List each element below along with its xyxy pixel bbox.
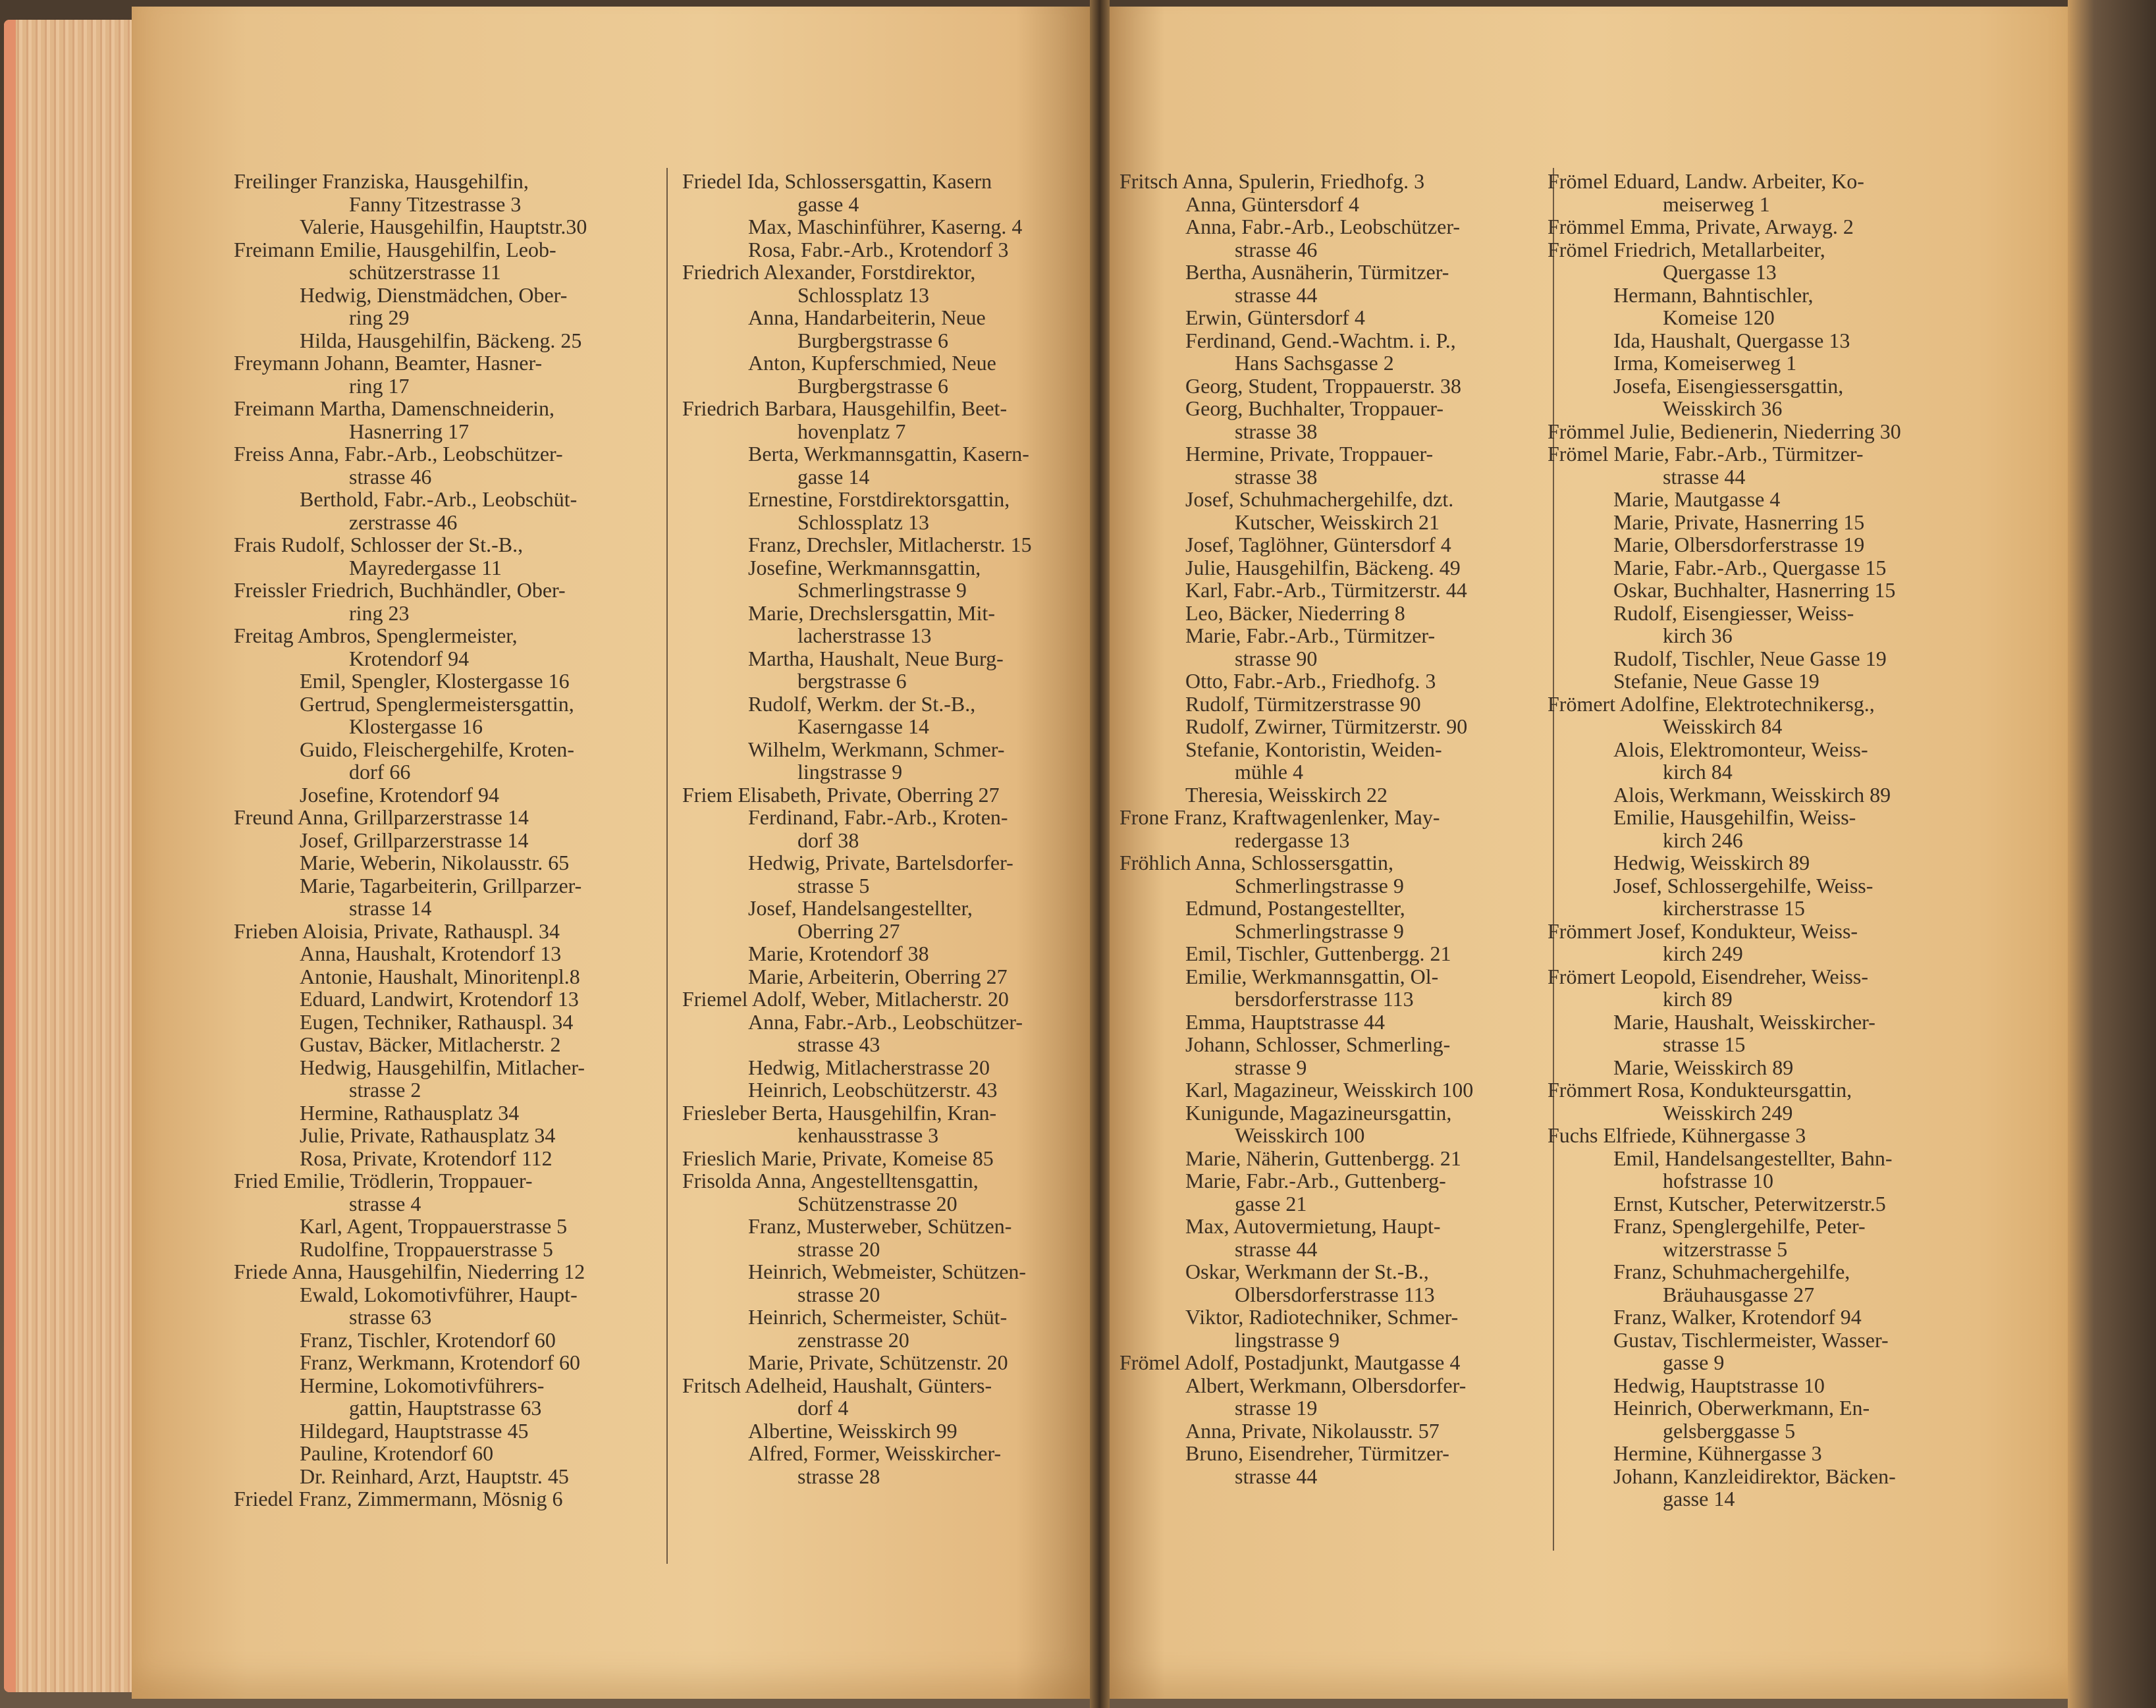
directory-entry-line: Marie, Weberin, Nikolausstr. 65 <box>300 851 570 874</box>
directory-entry-line: strasse 46 <box>349 464 432 489</box>
directory-entry-line: Guido, Fleischergehilfe, Kroten- <box>300 737 575 761</box>
directory-entry-line: strasse 43 <box>797 1032 880 1056</box>
directory-entry-line: Weisskirch 249 <box>1663 1100 1793 1125</box>
directory-entry-line: Wilhelm, Werkmann, Schmer- <box>748 737 1005 761</box>
directory-entry-line: Rudolf, Eisengiesser, Weiss- <box>1613 600 1854 625</box>
directory-entry-line: Alois, Elektromonteur, Weiss- <box>1613 737 1868 761</box>
directory-entry-line: Emma, Hauptstrasse 44 <box>1185 1009 1386 1034</box>
directory-entry-line: Albertine, Weisskirch 99 <box>748 1418 957 1443</box>
directory-entry-line: hovenplatz 7 <box>797 419 906 443</box>
directory-entry-line: Hedwig, Weisskirch 89 <box>1613 851 1810 874</box>
directory-entry-line: Friedel Ida, Schlossersgattin, Kasern <box>682 169 992 193</box>
directory-entry-line: Theresia, Weisskirch 22 <box>1185 782 1388 807</box>
directory-entry-line: strasse 44 <box>1235 1237 1318 1261</box>
directory-entry-line: Frömel Marie, Fabr.-Arb., Türmitzer- <box>1548 442 1864 466</box>
directory-entry-line: Weisskirch 36 <box>1663 396 1783 420</box>
right-page-edge <box>2068 0 2156 1708</box>
directory-entry-line: Freiss Anna, Fabr.-Arb., Leobschützer- <box>234 442 563 466</box>
directory-entry-line: Krotendorf 94 <box>349 646 470 670</box>
directory-entry-line: hofstrasse 10 <box>1663 1169 1773 1192</box>
directory-entry-line: Frömel Adolf, Postadjunkt, Mautgasse 4 <box>1119 1350 1461 1374</box>
directory-entry-line: Anna, Handarbeiterin, Neue <box>748 306 986 329</box>
directory-entry-line: Karl, Fabr.-Arb., Türmitzerstr. 44 <box>1185 578 1467 602</box>
directory-entry-line: Frömert Leopold, Eisendreher, Weiss- <box>1548 964 1868 988</box>
directory-entry-line: lingstrasse 9 <box>797 760 903 784</box>
directory-entry-line: strasse 63 <box>349 1305 432 1329</box>
directory-entry-line: Rudolf, Zwirner, Türmitzerstr. 90 <box>1185 714 1468 738</box>
directory-entry-line: strasse 9 <box>1235 1055 1307 1079</box>
directory-entry-line: Oskar, Buchhalter, Hasnerring 15 <box>1613 578 1896 602</box>
directory-entry-line: Rudolf, Werkm. der St.-B., <box>748 691 976 716</box>
directory-entry-line: strasse 38 <box>1235 419 1318 443</box>
directory-entry-line: zenstrasse 20 <box>797 1327 909 1352</box>
directory-entry-line: Heinrich, Oberwerkmann, En- <box>1613 1396 1870 1420</box>
directory-entry-line: Rosa, Fabr.-Arb., Krotendorf 3 <box>748 237 1009 261</box>
directory-entry-line: Marie, Fabr.-Arb., Guttenberg- <box>1185 1169 1446 1192</box>
directory-entry-line: schützerstrasse 11 <box>349 260 501 284</box>
directory-entry-line: Freymann Johann, Beamter, Hasner- <box>234 351 543 375</box>
directory-entry-line: Emilie, Werkmannsgattin, Ol- <box>1185 964 1439 988</box>
directory-entry-line: kenhausstrasse 3 <box>797 1123 939 1147</box>
directory-entry-line: Fuchs Elfriede, Kühnergasse 3 <box>1548 1123 1806 1147</box>
directory-entry-line: Marie, Krotendorf 38 <box>748 942 929 965</box>
directory-entry-line: Heinrich, Leobschützerstr. 43 <box>748 1078 998 1102</box>
directory-entry-line: Freilinger Franziska, Hausgehilfin, <box>234 169 529 193</box>
directory-entry-line: Franz, Walker, Krotendorf 94 <box>1613 1305 1862 1329</box>
directory-entry-line: Friedel Franz, Zimmermann, Mösnig 6 <box>234 1487 563 1510</box>
directory-entry-line: strasse 20 <box>797 1237 880 1261</box>
directory-entry-line: Hasnerring 17 <box>349 419 470 443</box>
directory-entry-line: strasse 90 <box>1235 646 1318 670</box>
column-rule <box>666 168 668 1564</box>
directory-entry-line: Erwin, Güntersdorf 4 <box>1185 306 1365 329</box>
directory-entry-line: Frone Franz, Kraftwagenlenker, May- <box>1119 805 1440 829</box>
directory-entry-line: Hermine, Lokomotivführers- <box>300 1373 545 1397</box>
directory-entry-line: Antonie, Haushalt, Minoritenpl.8 <box>300 964 580 988</box>
directory-entry-line: Emil, Tischler, Guttenbergg. 21 <box>1185 942 1451 965</box>
directory-entry-line: Burgbergstrasse 6 <box>797 373 949 398</box>
directory-entry-line: Hermine, Rathausplatz 34 <box>300 1100 520 1125</box>
directory-entry-line: Valerie, Hausgehilfin, Hauptstr.30 <box>300 215 587 238</box>
directory-entry-line: Hermine, Kühnergasse 3 <box>1613 1441 1822 1465</box>
directory-entry-line: Ida, Haushalt, Quergasse 13 <box>1613 328 1850 352</box>
directory-entry-line: Freitag Ambros, Spenglermeister, <box>234 624 518 647</box>
directory-entry-line: Rosa, Private, Krotendorf 112 <box>300 1146 552 1170</box>
directory-entry-line: Emilie, Hausgehilfin, Weiss- <box>1613 805 1856 829</box>
directory-entry-line: Franz, Schuhmachergehilfe, <box>1613 1260 1850 1283</box>
directory-entry-line: Franz, Werkmann, Krotendorf 60 <box>300 1350 581 1374</box>
directory-entry-line: Marie, Private, Schützenstr. 20 <box>748 1350 1008 1374</box>
directory-entry-line: bersdorferstrasse 113 <box>1235 987 1414 1011</box>
directory-entry-line: Olbersdorferstrasse 113 <box>1235 1282 1435 1306</box>
directory-entry-line: Edmund, Postangestellter, <box>1185 896 1405 920</box>
directory-entry-line: strasse 4 <box>349 1191 421 1215</box>
directory-entry-line: Fanny Titzestrasse 3 <box>349 192 522 216</box>
directory-entry-line: Marie, Fabr.-Arb., Türmitzer- <box>1185 624 1436 647</box>
directory-entry-line: Kunigunde, Magazineursgattin, <box>1185 1100 1452 1125</box>
directory-entry-line: Stefanie, Neue Gasse 19 <box>1613 669 1819 693</box>
directory-entry-line: Josefa, Eisengiessersgattin, <box>1613 373 1844 398</box>
directory-entry-line: Franz, Drechsler, Mitlacherstr. 15 <box>748 533 1032 556</box>
directory-entry-line: Quergasse 13 <box>1663 260 1777 284</box>
directory-entry-line: Josefine, Krotendorf 94 <box>300 782 500 807</box>
directory-entry-line: Gustav, Bäcker, Mitlacherstr. 2 <box>300 1032 561 1056</box>
directory-entry-line: Marie, Fabr.-Arb., Quergasse 15 <box>1613 555 1887 579</box>
directory-entry-line: Albert, Werkmann, Olbersdorfer- <box>1185 1373 1467 1397</box>
directory-entry-line: Max, Maschinführer, Kaserng. 4 <box>748 215 1023 238</box>
directory-entry-line: Rudolf, Türmitzerstrasse 90 <box>1185 691 1421 716</box>
directory-entry-line: Marie, Weisskirch 89 <box>1613 1055 1794 1079</box>
directory-entry-line: Marie, Tagarbeiterin, Grillparzer- <box>300 873 582 897</box>
directory-entry-line: strasse 14 <box>349 896 432 920</box>
directory-entry-line: kirch 246 <box>1663 828 1743 852</box>
directory-entry-line: Ernst, Kutscher, Peterwitzerstr.5 <box>1613 1191 1886 1215</box>
directory-entry-line: Frömmel Julie, Bedienerin, Niederring 30 <box>1548 419 1901 443</box>
directory-entry-line: Johann, Schlosser, Schmerling- <box>1185 1032 1451 1056</box>
directory-entry-line: Oberring 27 <box>797 919 900 943</box>
directory-entry-line: Marie, Private, Hasnerring 15 <box>1613 510 1865 534</box>
directory-entry-line: Frieben Aloisia, Private, Rathauspl. 34 <box>234 919 560 943</box>
directory-entry-line: Emil, Spengler, Klostergasse 16 <box>300 669 570 693</box>
directory-entry-line: Rudolf, Tischler, Neue Gasse 19 <box>1613 646 1887 670</box>
directory-entry-line: dorf 38 <box>797 828 859 852</box>
directory-entry-line: Otto, Fabr.-Arb., Friedhofg. 3 <box>1185 669 1436 693</box>
directory-entry-line: Friede Anna, Hausgehilfin, Niederring 12 <box>234 1260 585 1283</box>
directory-column-2 <box>682 170 1097 1487</box>
directory-entry-line: strasse 38 <box>1235 464 1318 489</box>
directory-entry-line: gasse 4 <box>797 192 859 216</box>
directory-entry-line: kirch 249 <box>1663 942 1743 965</box>
directory-entry-line: Bertha, Ausnäherin, Türmitzer- <box>1185 260 1449 284</box>
directory-entry-line: strasse 15 <box>1663 1032 1746 1056</box>
directory-entry-line: Weisskirch 84 <box>1663 714 1783 738</box>
directory-entry-line: Hilda, Hausgehilfin, Bäckeng. 25 <box>300 328 582 352</box>
directory-entry-line: Marie, Drechslersgattin, Mit- <box>748 600 995 625</box>
directory-entry-line: ring 29 <box>349 306 410 329</box>
directory-entry-line: gasse 14 <box>797 464 870 489</box>
directory-entry-line: Martha, Haushalt, Neue Burg- <box>748 646 1004 670</box>
directory-entry-line: Franz, Tischler, Krotendorf 60 <box>300 1327 556 1352</box>
directory-entry-line: gelsberggasse 5 <box>1663 1418 1796 1443</box>
directory-entry-line: Frömel Eduard, Landw. Arbeiter, Ko- <box>1548 169 1864 193</box>
directory-entry-line: Schmerlingstrasse 9 <box>1235 873 1404 897</box>
directory-entry-line: witzerstrasse 5 <box>1663 1237 1788 1261</box>
directory-entry-line: dorf 4 <box>797 1396 849 1420</box>
directory-entry-line: Hedwig, Private, Bartelsdorfer- <box>748 851 1013 874</box>
directory-entry-line: Hedwig, Mitlacherstrasse 20 <box>748 1055 990 1079</box>
directory-entry-line: Leo, Bäcker, Niederring 8 <box>1185 600 1405 625</box>
directory-entry-line: Julie, Private, Rathausplatz 34 <box>300 1123 556 1147</box>
directory-entry-line: Josef, Taglöhner, Güntersdorf 4 <box>1185 533 1451 556</box>
directory-entry-line: Gustav, Tischlermeister, Wasser- <box>1613 1327 1889 1352</box>
directory-entry-line: Marie, Mautgasse 4 <box>1613 487 1781 511</box>
directory-entry-line: Schlossplatz 13 <box>797 510 929 534</box>
directory-entry-line: strasse 20 <box>797 1282 880 1306</box>
directory-entry-line: Weisskirch 100 <box>1235 1123 1365 1147</box>
directory-entry-line: gasse 21 <box>1235 1191 1307 1215</box>
directory-entry-line: ring 17 <box>349 373 410 398</box>
directory-entry-line: strasse 5 <box>797 873 870 897</box>
directory-entry-line: Frömmert Josef, Kondukteur, Weiss- <box>1548 919 1858 943</box>
directory-entry-line: Kutscher, Weisskirch 21 <box>1235 510 1440 534</box>
directory-entry-line: Hildegard, Hauptstrasse 45 <box>300 1418 529 1443</box>
directory-entry-line: strasse 2 <box>349 1078 421 1102</box>
directory-entry-line: bergstrasse 6 <box>797 669 907 693</box>
directory-entry-line: Georg, Student, Troppauerstr. 38 <box>1185 373 1461 398</box>
directory-entry-line: gasse 14 <box>1663 1487 1735 1510</box>
directory-entry-line: Hedwig, Hauptstrasse 10 <box>1613 1373 1825 1397</box>
directory-entry-line: Georg, Buchhalter, Troppauer- <box>1185 396 1444 420</box>
directory-entry-line: Frömel Friedrich, Metallarbeiter, <box>1548 237 1825 261</box>
directory-entry-line: mühle 4 <box>1235 760 1303 784</box>
directory-entry-line: Friesleber Berta, Hausgehilfin, Kran- <box>682 1100 997 1125</box>
directory-entry-line: Freimann Emilie, Hausgehilfin, Leob- <box>234 237 556 261</box>
directory-entry-line: Freissler Friedrich, Buchhändler, Ober- <box>234 578 566 602</box>
directory-entry-line: Karl, Magazineur, Weisskirch 100 <box>1185 1078 1474 1102</box>
directory-entry-line: Anna, Fabr.-Arb., Leobschützer- <box>748 1009 1023 1034</box>
directory-entry-line: Berta, Werkmannsgattin, Kasern- <box>748 442 1029 466</box>
directory-entry-line: Schützenstrasse 20 <box>797 1191 957 1215</box>
directory-entry-line: Alois, Werkmann, Weisskirch 89 <box>1613 782 1891 807</box>
directory-entry-line: Stefanie, Kontoristin, Weiden- <box>1185 737 1442 761</box>
directory-entry-line: Franz, Spenglergehilfe, Peter- <box>1613 1214 1866 1238</box>
directory-entry-line: Freimann Martha, Damenschneiderin, <box>234 396 554 420</box>
directory-entry-line: Hedwig, Dienstmädchen, Ober- <box>300 282 568 307</box>
directory-entry-line: zerstrasse 46 <box>349 510 458 534</box>
directory-entry-line: Josef, Schuhmachergehilfe, dzt. <box>1185 487 1454 511</box>
directory-entry-line: Schlossplatz 13 <box>797 282 929 307</box>
directory-entry-line: lacherstrasse 13 <box>797 624 932 647</box>
directory-entry-line: Josef, Grillparzerstrasse 14 <box>300 828 529 852</box>
directory-entry-line: Marie, Näherin, Guttenbergg. 21 <box>1185 1146 1461 1170</box>
directory-entry-line: Frömmert Rosa, Kondukteursgattin, <box>1548 1078 1852 1102</box>
directory-entry-line: Friem Elisabeth, Private, Oberring 27 <box>682 782 1000 807</box>
directory-column-1 <box>234 170 649 1510</box>
directory-entry-line: Fritsch Adelheid, Haushalt, Günters- <box>682 1373 992 1397</box>
directory-entry-line: kirch 36 <box>1663 624 1733 647</box>
directory-entry-line: Hermann, Bahntischler, <box>1613 282 1814 307</box>
directory-entry-line: Johann, Kanzleidirektor, Bäcken- <box>1613 1464 1896 1488</box>
directory-entry-line: Anna, Güntersdorf 4 <box>1185 192 1359 216</box>
directory-entry-line: Schmerlingstrasse 9 <box>797 578 967 602</box>
directory-entry-line: Friedrich Alexander, Forstdirektor, <box>682 260 976 284</box>
directory-entry-line: Hans Sachsgasse 2 <box>1235 351 1394 375</box>
directory-entry-line: Friedrich Barbara, Hausgehilfin, Beet- <box>682 396 1008 420</box>
directory-entry-line: Fried Emilie, Trödlerin, Troppauer- <box>234 1169 533 1192</box>
directory-entry-line: Schmerlingstrasse 9 <box>1235 919 1404 943</box>
directory-column-4 <box>1548 170 1962 1510</box>
directory-entry-line: Frömert Adolfine, Elektrotechnikersg., <box>1548 691 1875 716</box>
directory-entry-line: Gertrud, Spenglermeistersgattin, <box>300 691 574 716</box>
directory-entry-line: Frömmel Emma, Private, Arwayg. 2 <box>1548 215 1854 238</box>
directory-entry-line: Rudolfine, Troppauerstrasse 5 <box>300 1237 553 1261</box>
directory-entry-line: Frais Rudolf, Schlosser der St.-B., <box>234 533 524 556</box>
directory-entry-line: dorf 66 <box>349 760 411 784</box>
directory-entry-line: Hedwig, Hausgehilfin, Mitlacher- <box>300 1055 585 1079</box>
directory-entry-line: strasse 44 <box>1663 464 1746 489</box>
directory-entry-line: strasse 46 <box>1235 237 1318 261</box>
directory-entry-line: Pauline, Krotendorf 60 <box>300 1441 494 1465</box>
directory-entry-line: lingstrasse 9 <box>1235 1327 1340 1352</box>
directory-entry-line: Klostergasse 16 <box>349 714 483 738</box>
directory-entry-line: Fritsch Anna, Spulerin, Friedhofg. 3 <box>1119 169 1425 193</box>
directory-entry-line: strasse 44 <box>1235 282 1318 307</box>
directory-entry-line: Julie, Hausgehilfin, Bäckeng. 49 <box>1185 555 1461 579</box>
directory-entry-line: Hermine, Private, Troppauer- <box>1185 442 1434 466</box>
directory-entry-line: Marie, Arbeiterin, Oberring 27 <box>748 964 1008 988</box>
directory-entry-line: ring 23 <box>349 600 410 625</box>
directory-entry-line: Burgbergstrasse 6 <box>797 328 949 352</box>
directory-entry-line: Marie, Haushalt, Weisskircher- <box>1613 1009 1875 1034</box>
directory-entry-line: gasse 9 <box>1663 1350 1725 1374</box>
directory-entry-line: Frisolda Anna, Angestelltensgattin, <box>682 1169 979 1192</box>
directory-entry-line: Irma, Komeiserweg 1 <box>1613 351 1797 375</box>
directory-entry-line: strasse 28 <box>797 1464 880 1488</box>
directory-entry-line: Dr. Reinhard, Arzt, Hauptstr. 45 <box>300 1464 569 1488</box>
directory-entry-line: kirch 89 <box>1663 987 1733 1011</box>
directory-entry-line: kirch 84 <box>1663 760 1733 784</box>
directory-entry-line: Ewald, Lokomotivführer, Haupt- <box>300 1282 578 1306</box>
directory-entry-line: Karl, Agent, Troppauerstrasse 5 <box>300 1214 568 1238</box>
directory-entry-line: Ferdinand, Gend.-Wachtm. i. P., <box>1185 328 1456 352</box>
directory-column-3 <box>1119 170 1534 1487</box>
directory-entry-line: Berthold, Fabr.-Arb., Leobschüt- <box>300 487 578 511</box>
directory-entry-line: Mayredergasse 11 <box>349 555 502 579</box>
directory-entry-line: Freund Anna, Grillparzerstrasse 14 <box>234 805 529 829</box>
directory-entry-line: Komeise 120 <box>1663 306 1775 329</box>
directory-entry-line: Max, Autovermietung, Haupt- <box>1185 1214 1441 1238</box>
directory-entry-line: meiserweg 1 <box>1663 192 1770 216</box>
directory-entry-line: Frieslich Marie, Private, Komeise 85 <box>682 1146 994 1170</box>
directory-entry-line: kircherstrasse 15 <box>1663 896 1805 920</box>
page-edges <box>4 20 136 1692</box>
directory-entry-line: Bräuhausgasse 27 <box>1663 1282 1815 1306</box>
directory-entry-line: Josefine, Werkmannsgattin, <box>748 555 981 579</box>
directory-entry-line: Heinrich, Webmeister, Schützen- <box>748 1260 1027 1283</box>
directory-entry-line: Oskar, Werkmann der St.-B., <box>1185 1260 1429 1283</box>
directory-entry-line: Emil, Handelsangestellter, Bahn- <box>1613 1146 1893 1170</box>
directory-entry-line: Josef, Handelsangestellter, <box>748 896 973 920</box>
directory-entry-line: Alfred, Former, Weisskircher- <box>748 1441 1002 1465</box>
directory-entry-line: Viktor, Radiotechniker, Schmer- <box>1185 1305 1459 1329</box>
directory-entry-line: Heinrich, Schermeister, Schüt- <box>748 1305 1008 1329</box>
directory-entry-line: Eugen, Techniker, Rathauspl. 34 <box>300 1009 574 1034</box>
directory-entry-line: Ernestine, Forstdirektorsgattin, <box>748 487 1010 511</box>
directory-entry-line: Anna, Private, Nikolausstr. 57 <box>1185 1418 1440 1443</box>
directory-entry-line: Anton, Kupferschmied, Neue <box>748 351 996 375</box>
directory-entry-line: Franz, Musterweber, Schützen- <box>748 1214 1012 1238</box>
directory-entry-line: Marie, Olbersdorferstrasse 19 <box>1613 533 1865 556</box>
directory-entry-line: gattin, Hauptstrasse 63 <box>349 1396 542 1420</box>
directory-entry-line: redergasse 13 <box>1235 828 1350 852</box>
directory-entry-line: Josef, Schlossergehilfe, Weiss- <box>1613 873 1873 897</box>
directory-entry-line: Eduard, Landwirt, Krotendorf 13 <box>300 987 579 1011</box>
directory-entry-line: Bruno, Eisendreher, Türmitzer- <box>1185 1441 1449 1465</box>
directory-entry-line: Fröhlich Anna, Schlossersgattin, <box>1119 851 1393 874</box>
directory-entry-line: Anna, Fabr.-Arb., Leobschützer- <box>1185 215 1460 238</box>
directory-entry-line: Friemel Adolf, Weber, Mitlacherstr. 20 <box>682 987 1009 1011</box>
directory-entry-line: strasse 19 <box>1235 1396 1318 1420</box>
directory-entry-line: Ferdinand, Fabr.-Arb., Kroten- <box>748 805 1008 829</box>
directory-entry-line: Anna, Haushalt, Krotendorf 13 <box>300 942 562 965</box>
directory-entry-line: strasse 44 <box>1235 1464 1318 1488</box>
directory-entry-line: Kaserngasse 14 <box>797 714 929 738</box>
